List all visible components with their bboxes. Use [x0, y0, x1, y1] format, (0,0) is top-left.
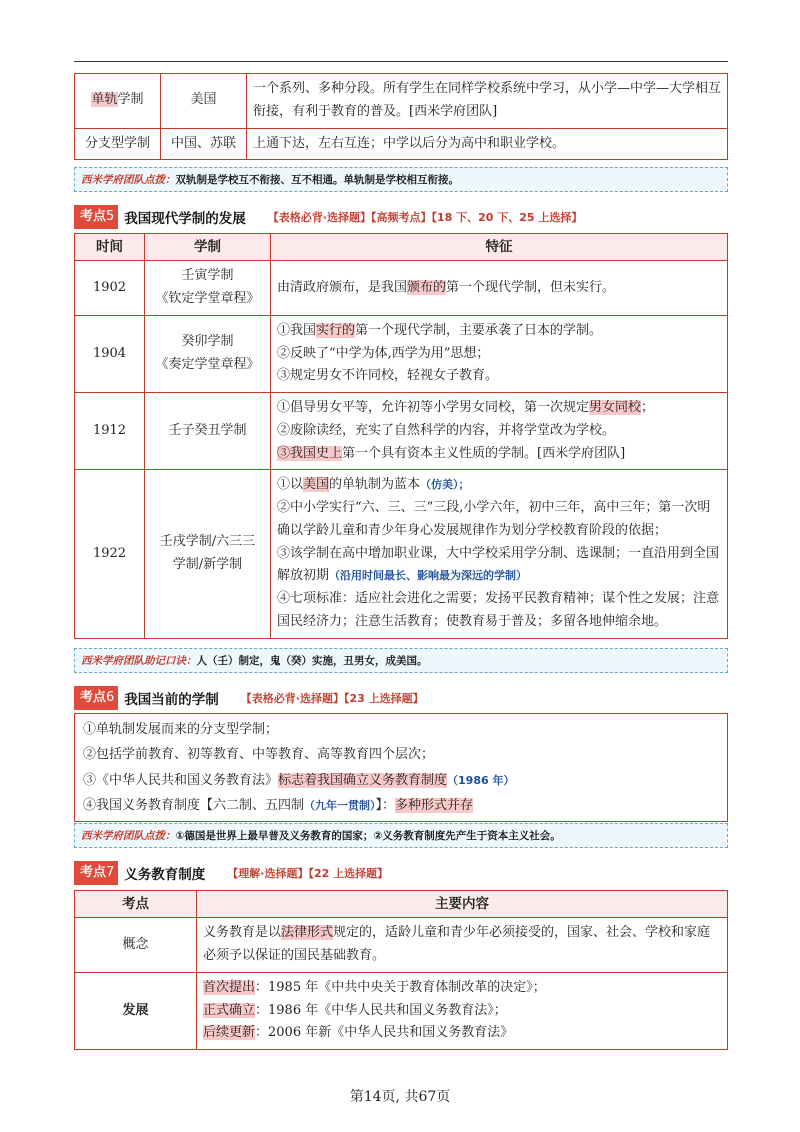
feature-cell: ①以美国的单轨制为蓝本（仿美）； ②中小学实行“六、三、三”三段,小学六年，初中三年，高中三年；第一次明确以学龄儿童和青少年身心发展规律作为划分学校教育阶段的依据； ③该学制在高中增加职业课，大中学校采用学分制、选课制；一直沿用到全国解放初期（沿用时间最长、影响最为深远的学制） ④七项标准：适应社会进化之需要；发扬平民教育精神；谋个性之发展；注意国民经济力；注意生活教育；使教育易于普及；多留各地伸缩余地。 [271, 470, 728, 638]
section-header [74, 205, 582, 229]
feature-cell: 一个系列、多种分段。所有学生在同样学校系统中学习，从小学—中学—大学相互衔接，有利于教育的普及。[西米学府团队] [247, 74, 728, 129]
page-number: 第14页, 共67页 [349, 1089, 451, 1105]
column-header: 时间 [75, 234, 145, 261]
section-tag: 考点5 [74, 205, 118, 229]
section-title: 我国当前的学制 [124, 692, 219, 708]
column-header: 学制 [145, 234, 271, 261]
school-system-history-table [74, 233, 728, 639]
table-row [75, 714, 728, 822]
section-header [74, 686, 424, 710]
section-title: 我国现代学制的发展 [124, 211, 246, 227]
content-cell: 义务教育是以法律形式规定的，适龄儿童和青少年必须接受的，国家、社会、学校和家庭必须予以保证的国民基础教育。 [197, 918, 728, 973]
section-note: 【理解·选择题】【22 上选择题】 [227, 867, 389, 880]
table-header-row [75, 234, 728, 261]
system-type-cell: 单轨学制 [75, 74, 161, 129]
section-tag: 考点7 [74, 861, 118, 885]
year-cell: 1904 [75, 315, 145, 392]
column-header: 考点 [75, 891, 197, 918]
school-system-type-table [74, 73, 728, 160]
feature-cell: ①我国实行的第一个现代学制，主要承袭了日本的学制。 ②反映了“中学为体,西学为用”思想； ③规定男女不许同校，轻视女子教育。 [271, 315, 728, 392]
feature-cell: 由清政府颁布，是我国颁布的第一个现代学制，但未实行。 [271, 261, 728, 316]
feature-cell: 上通下达，左右互连；中学以后分为高中和职业学校。 [247, 128, 728, 160]
system-name-cell: 壬寅学制 《钦定学堂章程》 [145, 261, 271, 316]
table-row [75, 918, 728, 973]
year-cell: 1912 [75, 393, 145, 470]
country-cell: 美国 [161, 74, 247, 129]
section-header [74, 861, 388, 885]
table-row [75, 470, 728, 638]
topic-cell: 发展 [75, 972, 197, 1049]
system-name-cell: 壬子癸丑学制 [145, 393, 271, 470]
column-header: 主要内容 [197, 891, 728, 918]
current-system-table [74, 713, 728, 822]
table-row [75, 128, 728, 160]
column-header: 特征 [271, 234, 728, 261]
system-type-cell: 分支型学制 [75, 128, 161, 160]
tip-box: 西米学府团队点拨：①德国是世界上最早普及义务教育的国家；②义务教育制度先产生于资本主义社会。 [74, 823, 728, 848]
section-note: 【表格必背·选择题】【高频考点】【18 下、20 下、25 上选择】 [267, 211, 583, 224]
header-rule [74, 61, 728, 62]
system-name-cell: 癸卯学制 《奏定学堂章程》 [145, 315, 271, 392]
table-row [75, 972, 728, 1049]
content-cell: 首次提出：1985 年《中共中央关于教育体制改革的决定》； 正式确立：1986 年《中华人民共和国义务教育法》； 后续更新：2006 年新《中华人民共和国义务教育法》 [197, 972, 728, 1049]
table-row [75, 393, 728, 470]
system-name-cell: 壬戌学制/六三三 学制/新学制 [145, 470, 271, 638]
list-item: ①单轨制发展而来的分支型学制； ②包括学前教育、初等教育、中等教育、高等教育四个层次； ③《中华人民共和国义务教育法》标志着我国确立义务教育制度（1986 年） ④我国义务教育制度【六二制、五四制（九年一贯制）】：多种形式并存 [75, 714, 728, 822]
year-cell: 1922 [75, 470, 145, 638]
section-title: 义务教育制度 [124, 867, 206, 883]
section-note: 【表格必背·选择题】【23 上选择题】 [240, 692, 424, 705]
country-cell: 中国、苏联 [161, 128, 247, 160]
table-row [75, 74, 728, 129]
topic-cell: 概念 [75, 918, 197, 973]
mnemonic-box: 西米学府团队助记口诀：人（壬）制定，鬼（癸）实施，丑男女，成美国。 [74, 648, 728, 673]
table-row [75, 261, 728, 316]
year-cell: 1902 [75, 261, 145, 316]
tip-box: 西米学府团队点拨：双轨制是学校互不衔接、互不相通。单轨制是学校相互衔接。 [74, 167, 728, 192]
feature-cell: ①倡导男女平等，允许初等小学男女同校，第一次规定男女同校； ②废除读经，充实了自然科学的内容，并将学堂改为学校。 ③我国史上第一个具有资本主义性质的学制。[西米学府团队] [271, 393, 728, 470]
section-tag: 考点6 [74, 686, 118, 710]
table-header-row [75, 891, 728, 918]
table-row [75, 315, 728, 392]
compulsory-education-table [74, 890, 728, 1050]
